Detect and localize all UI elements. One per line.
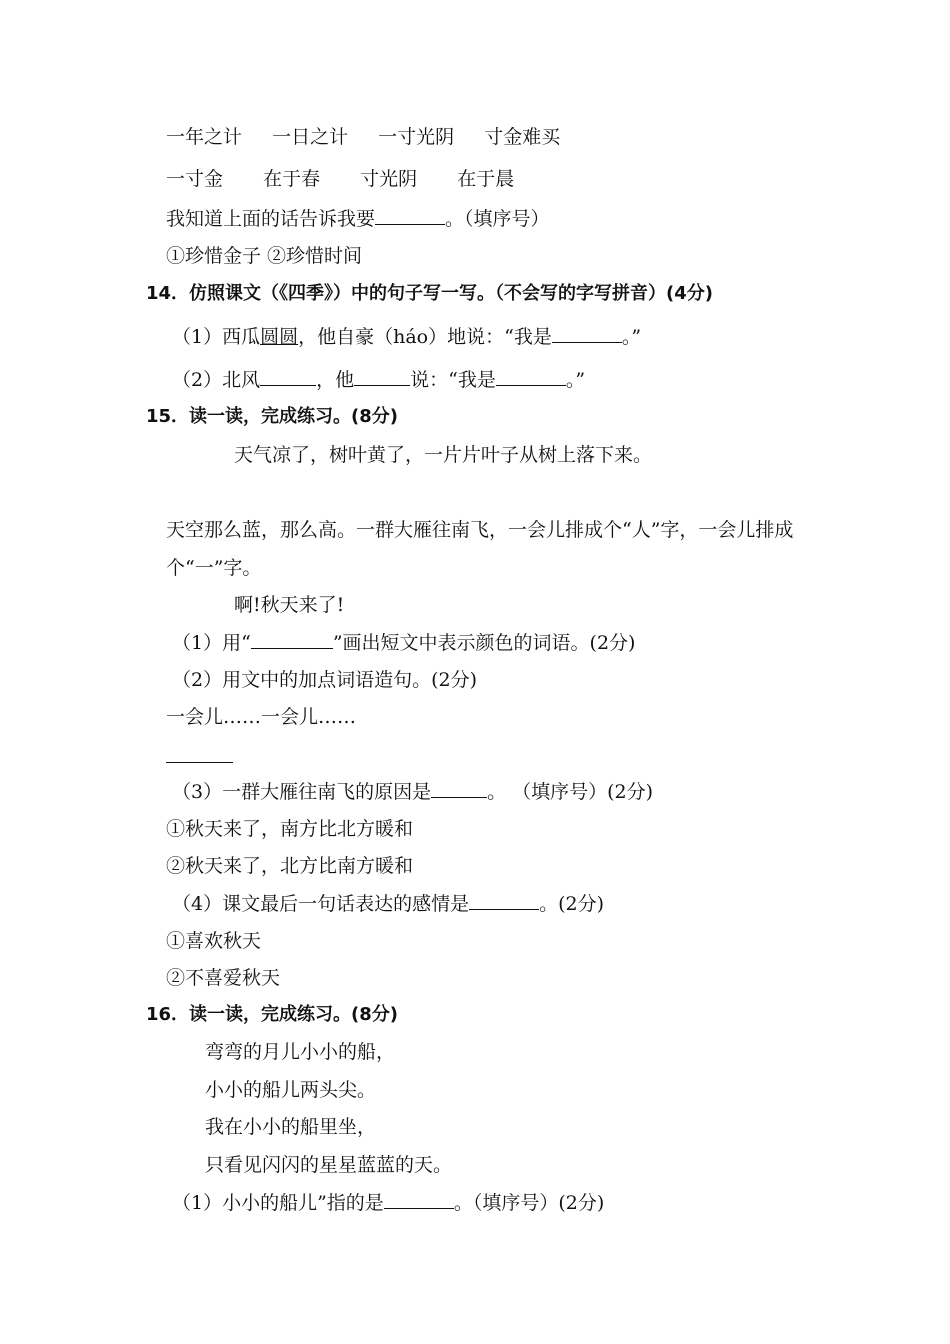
- q15-sub-1-prefix: （1）用“: [172, 632, 251, 654]
- q16-sub-1: [172, 1190, 604, 1215]
- idiom: 一年之计: [166, 126, 243, 148]
- underline-sample: [251, 630, 333, 649]
- q16-title: 16．读一读，完成练习。(8分): [146, 1004, 399, 1025]
- underlined-word: 圆圆: [260, 326, 299, 348]
- q15-sub-1: [172, 630, 635, 655]
- q15-sub-1-text: ”画出短文中表示颜色的词语。(2分): [332, 632, 636, 654]
- q15-sub-2: （2）用文中的加点词语造句。(2分): [172, 669, 478, 691]
- answer-blank[interactable]: [384, 1190, 454, 1209]
- answer-blank[interactable]: [166, 762, 233, 763]
- q14-item-2-suffix: 。”: [565, 369, 586, 391]
- passage-line: 天空那么蓝，那么高。一群大雁往南飞，一会儿排成个“人”字，一会儿排成: [166, 519, 794, 541]
- q14-title: 14．仿照课文（《四季》）中的句子写一写。（不会写的字写拼音）(4分): [146, 283, 714, 304]
- option: ②不喜爱秋天: [166, 967, 281, 989]
- q13-prompt-suffix: 。（填序号）: [445, 208, 550, 230]
- idiom-part: 一寸金: [166, 168, 224, 190]
- q15-sub-4: [172, 891, 604, 916]
- q15-sub-4-suffix: 。(2分): [539, 893, 605, 915]
- option: ①秋天来了，南方比北方暖和: [166, 818, 414, 840]
- q15-sub-3: [172, 779, 653, 804]
- q16-sub-1-suffix: 。（填序号）(2分): [453, 1192, 605, 1214]
- q15-sub-3-suffix: 。 （填序号）(2分): [487, 781, 654, 803]
- answer-blank[interactable]: [354, 367, 410, 386]
- q14-item-2-prefix: （2）北风: [172, 369, 261, 391]
- idiom-part: 寸光阴: [360, 168, 418, 190]
- q15-sub-4-prefix: （4）课文最后一句话表达的感情是: [172, 893, 470, 915]
- idiom-part: 在于晨: [457, 168, 515, 190]
- idioms-row-1: [166, 125, 560, 149]
- q13-prompt-text: 我知道上面的话告诉我要: [166, 208, 376, 230]
- q15-sub-2-pattern: 一会儿……一会儿……: [166, 706, 357, 728]
- q14-item-1: [172, 324, 641, 349]
- poem-line: 我在小小的船里坐，: [205, 1116, 377, 1138]
- q14-item-2-text-2: 说：“我是: [410, 369, 496, 391]
- poem-line: 小小的船儿两头尖。: [205, 1079, 377, 1101]
- q16-sub-1-prefix: （1）小小的船儿”指的是: [172, 1192, 384, 1214]
- poem-line: 弯弯的月儿小小的船，: [205, 1041, 396, 1063]
- q14-item-1-suffix: 。”: [621, 326, 642, 348]
- idiom-part: 在于春: [263, 168, 321, 190]
- passage-line: 个“一”字。: [166, 557, 262, 579]
- answer-blank[interactable]: [375, 206, 445, 225]
- answer-blank[interactable]: [496, 367, 566, 386]
- passage-line: 啊!秋天来了!: [234, 594, 345, 616]
- q15-sub-3-prefix: （3）一群大雁往南飞的原因是: [172, 781, 432, 803]
- q14-item-1-prefix: （1）西瓜: [172, 326, 261, 348]
- poem-line: 只看见闪闪的星星蓝蓝的天。: [205, 1154, 453, 1176]
- passage-line: 天气凉了，树叶黄了，一片片叶子从树上落下来。: [234, 444, 653, 466]
- q14-item-1-text: ，他自豪（háo）地说：“我是: [298, 326, 552, 348]
- q14-item-2-text: ，他: [316, 369, 355, 391]
- q13-prompt: [166, 206, 550, 231]
- option: ②秋天来了，北方比南方暖和: [166, 855, 414, 877]
- q14-item-2: [172, 367, 585, 392]
- answer-blank[interactable]: [260, 367, 316, 386]
- answer-blank[interactable]: [431, 779, 487, 798]
- option: ①喜欢秋天: [166, 930, 262, 952]
- q13-options: ①珍惜金子 ②珍惜时间: [166, 245, 363, 267]
- answer-blank[interactable]: [469, 891, 539, 910]
- idioms-row-2: [166, 167, 514, 191]
- idiom: 一寸光阴: [378, 126, 455, 148]
- idiom: 寸金难买: [484, 126, 561, 148]
- q15-title: 15．读一读，完成练习。(8分): [146, 406, 399, 427]
- answer-blank[interactable]: [552, 324, 622, 343]
- idiom: 一日之计: [272, 126, 349, 148]
